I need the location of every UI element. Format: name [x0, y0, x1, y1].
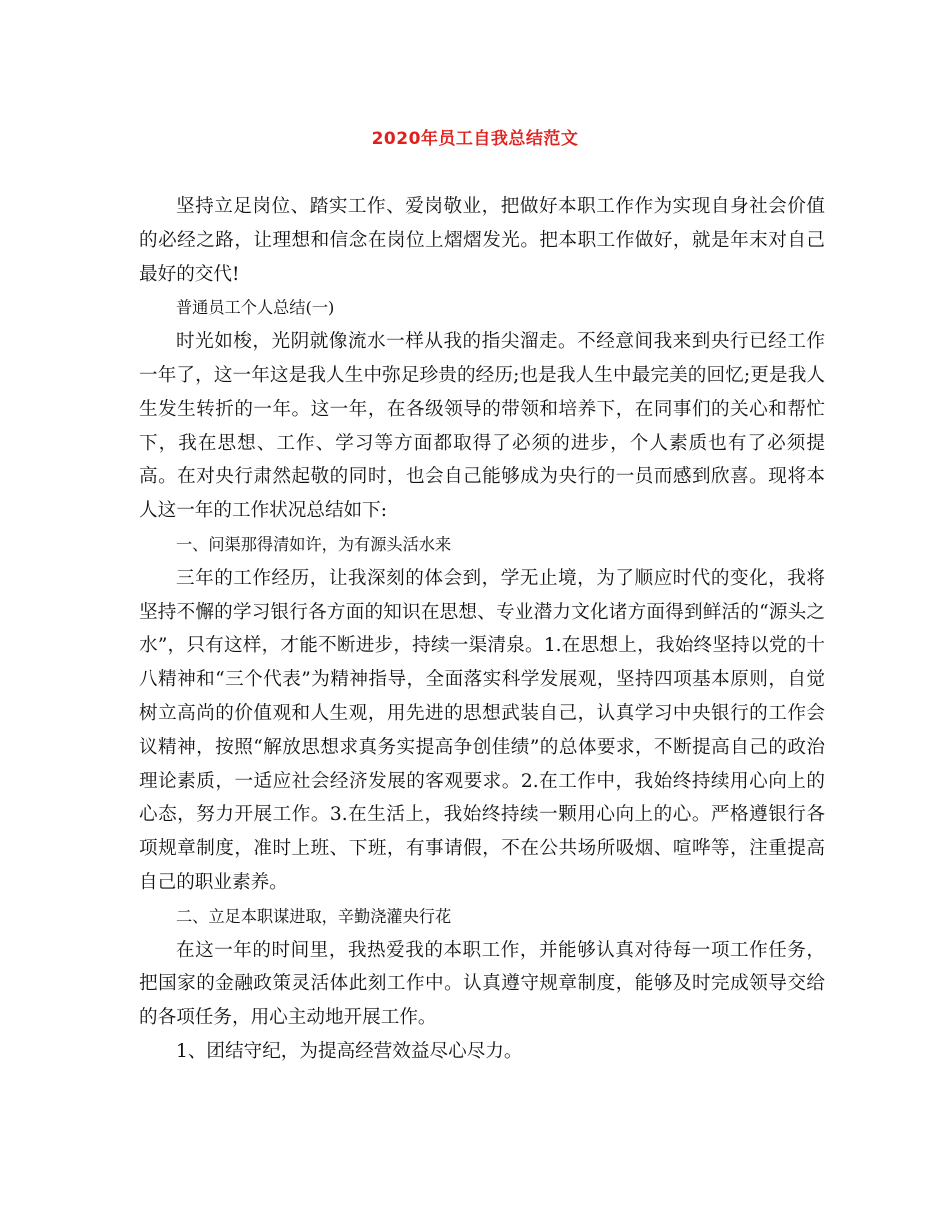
- document-title: 2020年员工自我总结范文: [371, 129, 579, 149]
- section-heading-summary-1: 普通员工个人总结(一): [176, 298, 335, 318]
- document-body: [139, 190, 825, 1069]
- intro-paragraph: 坚持立足岗位、踏实工作、爱岗敬业，把做好本职工作作为实现自身社会价值的必经之路，让理想和信念在岗位上熠熠发光。把本职工作做好，就是年末对自己最好的交代!: [139, 196, 825, 285]
- section-heading-2: 二、立足本职谋进取，辛勤浇灌央行花: [176, 906, 452, 926]
- section-heading-1: 一、问渠那得清如许，为有源头活水来: [176, 534, 452, 554]
- body-paragraph: 三年的工作经历，让我深刻的体会到，学无止境，为了顺应时代的变化，我将坚持不懈的学习银行各方面的知识在思想、专业潜力文化诸方面得到鲜活的“源头之水”，只有这样，才能不断进步，持续一渠清泉。1.在思想上，我始终坚持以党的十八精神和“三个代表”为精神指导，全面落实科学发展观，坚持四项基本原则，自觉树立高尚的价值观和人生观，用先进的思想武装自己，认真学习中央银行的工作会议精神，按照“解放思想求真务实提高争创佳绩”的总体要求，不断提高自己的政治理论素质，一适应社会经济发展的客观要求。2.在工作中，我始终持续用心向上的心态，努力开展工作。3.在生活上，我始终持续一颗用心向上的心。严格遵银行各项规章制度，准时上班、下班，有事请假，不在公共场所吸烟、喧哗等，注重提高自己的职业素养。: [139, 567, 825, 893]
- list-item-1: 1、团结守纪，为提高经营效益尽心尽力。: [176, 1040, 523, 1062]
- body-paragraph: 时光如梭，光阴就像流水一样从我的指尖溜走。不经意间我来到央行已经工作一年了，这一年这是我人生中弥足珍贵的经历;也是我人生中最完美的回忆;更是我人生发生转折的一年。这一年，在各级领导的带领和培养下，在同事们的关心和帮忙下，我在思想、工作、学习等方面都取得了必须的进步，个人素质也有了必须提高。在对央行肃然起敬的同时，也会自己能够成为央行的一员而感到欣喜。现将本人这一年的工作状况总结如下:: [139, 331, 825, 522]
- body-paragraph: 在这一年的时间里，我热爱我的本职工作，并能够认真对待每一项工作任务，把国家的金融政策灵活体此刻工作中。认真遵守规章制度，能够及时完成领导交给的各项任务，用心主动地开展工作。: [139, 939, 825, 1029]
